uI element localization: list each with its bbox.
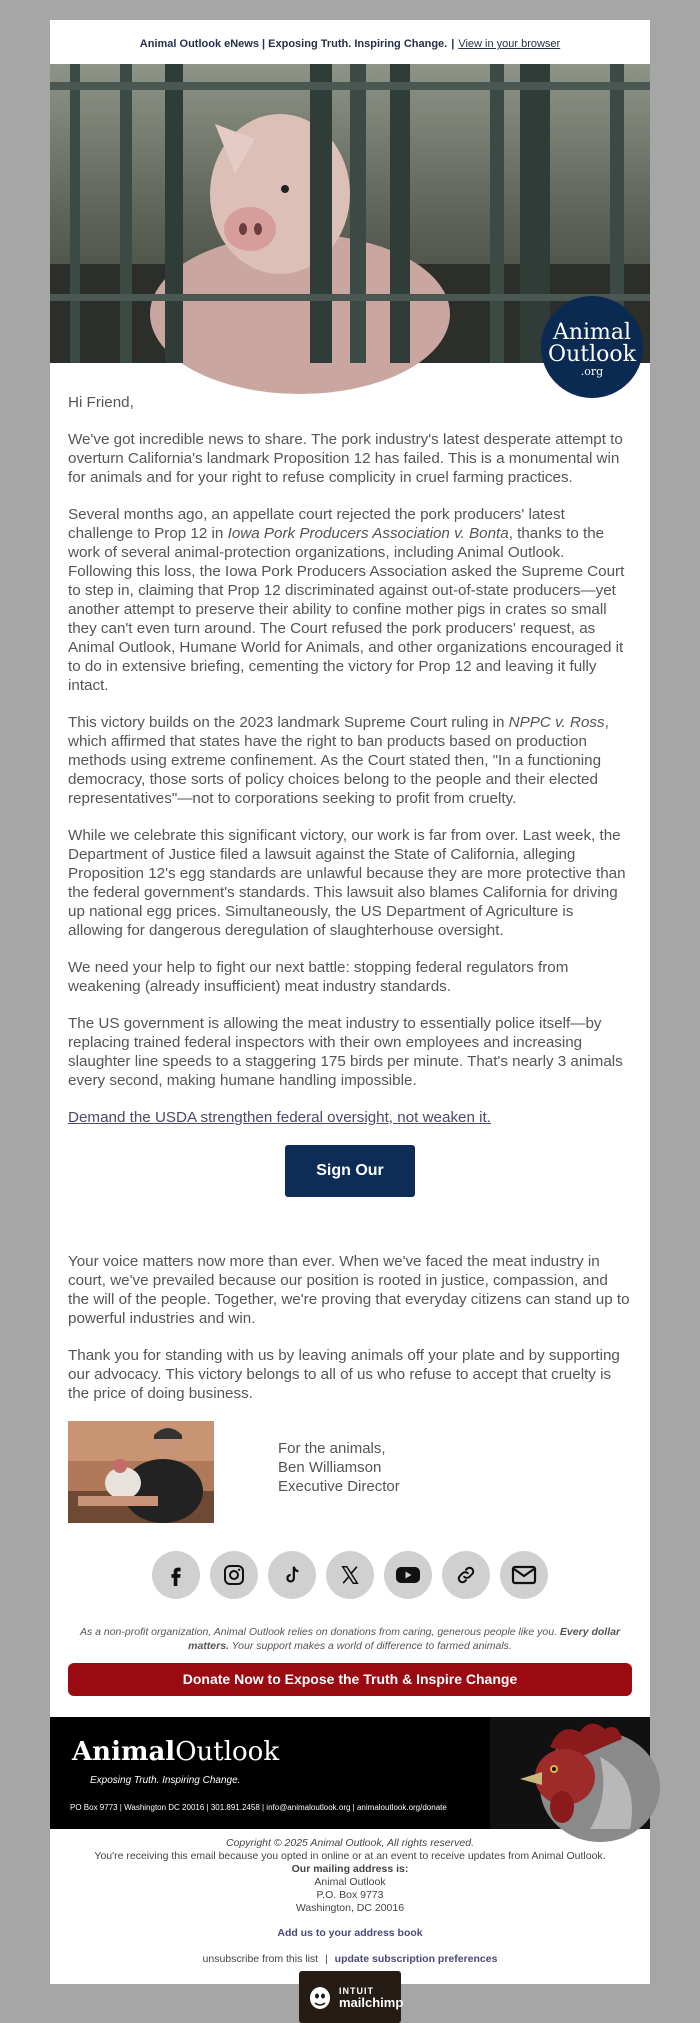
x-icon[interactable] xyxy=(326,1551,374,1599)
email-container xyxy=(50,20,650,2010)
copyright: Copyright © 2025 Animal Outlook, All rights reserved. xyxy=(226,1837,474,1849)
address-line: P.O. Box 9773 xyxy=(316,1889,384,1901)
opt-in-reason: You're receiving this email because you opted in online or at an event to receive updates from Animal Outlook. xyxy=(94,1850,606,1862)
email-icon[interactable] xyxy=(500,1551,548,1599)
nonprofit-note: As a non-profit organization, Animal Outlook relies on donations from caring, generous people like you. Every dollar matters. Your support makes a world of difference to farmed animals. xyxy=(79,1626,621,1652)
update-preferences-link[interactable]: update subscription preferences xyxy=(334,1953,498,1965)
footer-tagline: Exposing Truth. Inspiring Change. xyxy=(90,1775,241,1786)
director-photo xyxy=(68,1421,214,1523)
sign-petition-button[interactable]: Sign Our Petition xyxy=(285,1145,415,1197)
paragraph-6: The US government is allowing the meat industry to essentially police itself—by replacing trained federal inspectors with their own employees and increasing slaughter line speeds to a staggering 175 birds per minute. That's nearly 3 animals every second, making humane handling impossible. xyxy=(68,1015,623,1089)
animal-outlook-badge-logo: Animal Outlook .org xyxy=(541,296,643,398)
footer-contact-line: PO Box 9773 | Washington DC 20016 | 301.891.2458 | info@animaloutlook.org | animaloutlook.org/donate xyxy=(70,1803,447,1812)
facebook-icon[interactable] xyxy=(152,1551,200,1599)
legal-footer xyxy=(50,1829,650,1915)
paragraph-1: We've got incredible news to share. The pork industry's latest desperate attempt to overturn California's landmark Proposition 12 has failed. This is a monumental win for animals and for your right to refuse complicity in cruel farming practices. xyxy=(68,431,623,486)
subscription-links: unsubscribe from this list | update subscription preferences xyxy=(202,1953,498,1965)
demand-usda-link[interactable]: Demand the USDA strengthen federal oversight, not weaken it. xyxy=(68,1109,491,1126)
tiktok-icon[interactable] xyxy=(268,1551,316,1599)
social-links xyxy=(50,1551,650,1599)
view-in-browser-link[interactable]: View in your browser xyxy=(458,38,561,50)
paragraph-7: Your voice matters now more than ever. When we've faced the meat industry in court, we've prevailed because our position is rooted in justice, compassion, and the will of the people. Together, we're proving that everyday citizens can stand up to powerful industries and win. xyxy=(68,1253,630,1327)
paragraph-2: Several months ago, an appellate court rejected the pork producers' latest challenge to Prop 12 in Iowa Pork Producers Association v. Bonta, thanks to the work of several animal-protection organizations, including Animal Outlook. Following this loss, the Iowa Pork Producers Association asked the Supreme Court to step in, claiming that Prop 12 discriminated against out-of-state producers—yet another attempt to preserve their ability to confine mother pigs in crates so small they can't even turn around. The Court refused the pork producers' request, as Animal Outlook, Humane World for Animals, and other organizations encouraged it to do in extensive briefing, cementing the victory for Prop 12 and leaving it fully intact. xyxy=(68,506,625,694)
greeting: Hi Friend, xyxy=(68,394,134,411)
signature-name: Ben Williamson xyxy=(278,1459,382,1476)
preheader-title: Animal Outlook eNews | Exposing Truth. Inspiring Change. xyxy=(139,38,448,50)
paragraph-3: This victory builds on the 2023 landmark Supreme Court ruling in NPPC v. Ross, which affirmed that states have the right to ban products based on production methods using extreme confinement. As the Court stated then, "In a functioning democracy, those sorts of policy choices belong to the people and their elected representatives"—not to corporations seeking to profit from cruelty. xyxy=(68,714,609,807)
signature-closing: For the animals, xyxy=(278,1440,386,1457)
youtube-icon[interactable] xyxy=(384,1551,432,1599)
mailchimp-badge[interactable]: INTUIT mailchimp xyxy=(299,1971,401,2023)
case-name: Iowa Pork Producers Association v. Bonta xyxy=(227,525,509,542)
mailing-address-label: Our mailing address is: xyxy=(291,1863,409,1875)
address-line: Washington, DC 20016 xyxy=(295,1902,405,1914)
paragraph-8: Thank you for standing with us by leaving animals off your plate and by supporting our advocacy. This victory belongs to all of us who refuse to accept that cruelty is the price of doing business. xyxy=(68,1347,620,1402)
link-icon[interactable] xyxy=(442,1551,490,1599)
donate-button[interactable]: Donate Now to Expose the Truth & Inspire Change xyxy=(68,1663,632,1696)
preheader-separator: | xyxy=(451,38,455,50)
footer-banner xyxy=(50,1717,650,1829)
email-body xyxy=(50,363,650,1523)
mailchimp-icon xyxy=(307,1983,333,2011)
instagram-icon[interactable] xyxy=(210,1551,258,1599)
address-line: Animal Outlook xyxy=(314,1876,386,1888)
rooster-photo xyxy=(490,1717,650,1829)
case-name: NPPC v. Ross xyxy=(508,714,605,731)
add-to-address-book-link[interactable]: Add us to your address book xyxy=(277,1927,423,1939)
unsubscribe-link[interactable]: unsubscribe from this list xyxy=(202,1953,319,1965)
paragraph-4: While we celebrate this significant victory, our work is far from over. Last week, the Department of Justice filed a lawsuit against the State of California, alleging Proposition 12's egg standards are unlawful because they are more protective than the federal government's standards. This lawsuit also blames California for driving up national egg prices. Simultaneously, the US Department of Agriculture is allowing for dangerous deregulation of slaughterhouse oversight. xyxy=(68,827,626,939)
paragraph-5: We need your help to fight our next battle: stopping federal regulators from weakening (already insufficient) meat industry standards. xyxy=(68,959,569,995)
signature-block xyxy=(68,1421,632,1523)
signature-role: Executive Director xyxy=(278,1478,400,1495)
footer-logo: AnimalOutlook xyxy=(72,1737,280,1767)
preheader xyxy=(50,20,650,64)
hero-image xyxy=(50,64,650,378)
